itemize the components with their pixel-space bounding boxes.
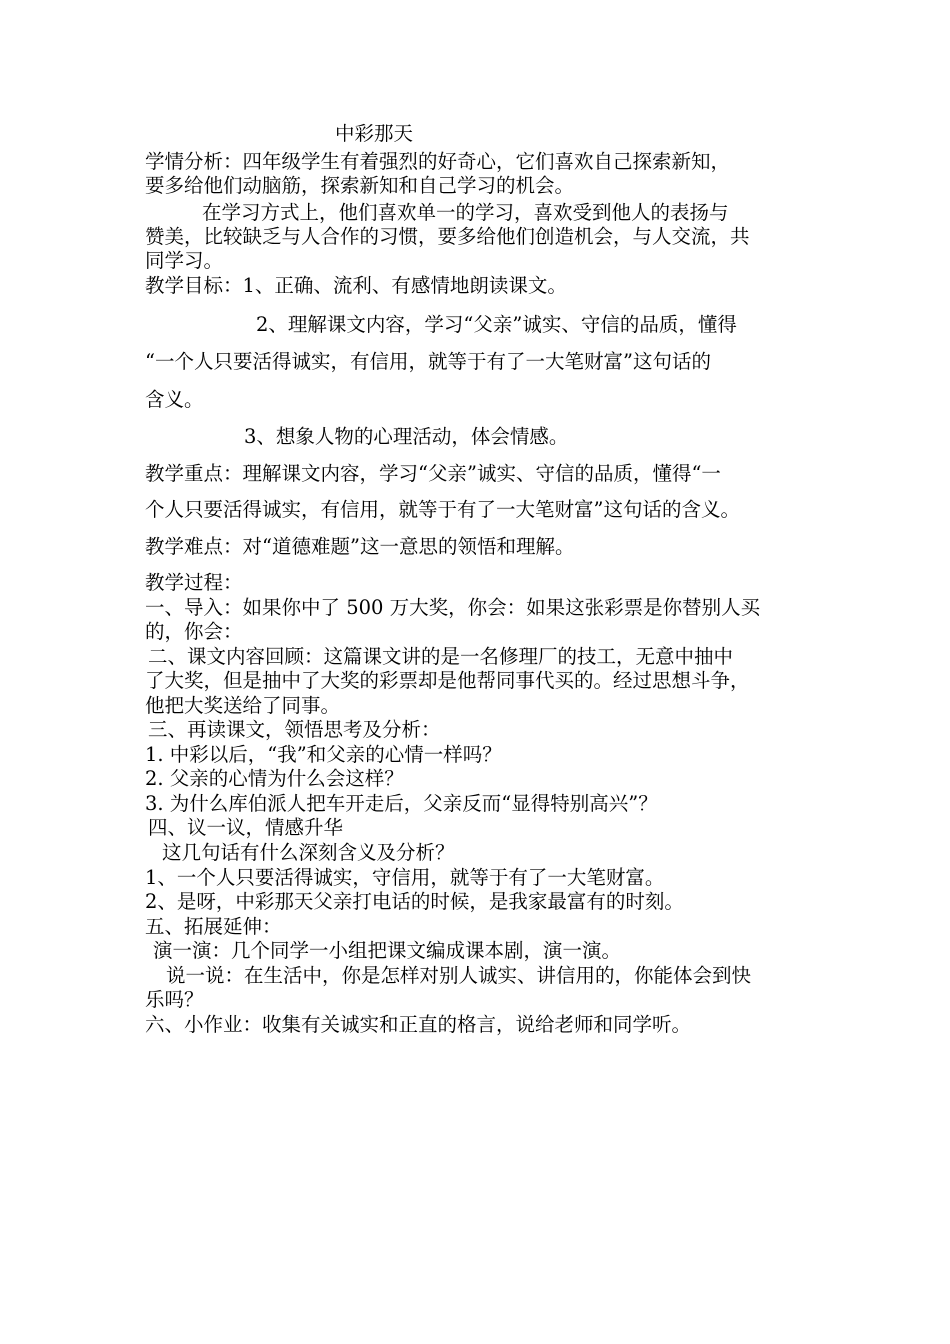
text-line: 一、导入：如果你中了 500 万大奖，你会：如果这张彩票是你替别人买 bbox=[145, 596, 761, 619]
text-line: 这几句话有什么深刻含义及分析？ bbox=[162, 841, 455, 864]
text-line: 教学过程： bbox=[145, 571, 243, 594]
text-line: 在学习方式上，他们喜欢单一的学习，喜欢受到他人的表扬与 bbox=[202, 201, 729, 224]
text-line: 他把大奖送给了同事。 bbox=[145, 694, 341, 717]
text-line: 同学习。 bbox=[145, 249, 224, 272]
text-line: 赞美，比较缺乏与人合作的习惯，要多给他们创造机会，与人交流，共 bbox=[145, 225, 750, 248]
text-line: 学情分析：四年级学生有着强烈的好奇心，它们喜欢自己探索新知， bbox=[145, 150, 731, 173]
text-line: 1. 中彩以后，“我”和父亲的心情一样吗？ bbox=[145, 743, 502, 766]
text-line: 3. 为什么库伯派人把车开走后，父亲反而“显得特别高兴”？ bbox=[145, 792, 658, 815]
document-title: 中彩那天 bbox=[335, 122, 414, 145]
text-line: 了大奖，但是抽中了大奖的彩票却是他帮同事代买的。经过思想斗争， bbox=[145, 669, 750, 692]
text-line: 2. 父亲的心情为什么会这样？ bbox=[145, 767, 404, 790]
text-line: 的，你会： bbox=[145, 620, 243, 643]
text-line: 五、拓展延伸： bbox=[145, 915, 282, 938]
text-line: 六、小作业：收集有关诚实和正直的格言，说给老师和同学听。 bbox=[145, 1013, 692, 1036]
text-line: 教学目标：1、正确、流利、有感情地朗读课文。 bbox=[145, 274, 567, 297]
text-line: 含义。 bbox=[145, 388, 204, 411]
text-line: 个人只要活得诚实，有信用，就等于有了一大笔财富”这句话的含义。 bbox=[145, 498, 740, 521]
text-line: 演一演：几个同学一小组把课文编成课本剧，演一演。 bbox=[153, 939, 622, 962]
text-line: 2、是呀，中彩那天父亲打电话的时候，是我家最富有的时刻。 bbox=[145, 890, 684, 913]
text-line: 说一说：在生活中，你是怎样对别人诚实、讲信用的，你能体会到快 bbox=[166, 964, 752, 987]
text-line: “一个人只要活得诚实，有信用，就等于有了一大笔财富”这句话的 bbox=[145, 350, 711, 373]
text-line: 乐吗？ bbox=[145, 988, 204, 1011]
text-line: 1、一个人只要活得诚实，守信用，就等于有了一大笔财富。 bbox=[145, 866, 665, 889]
text-line: 要多给他们动脑筋，探索新知和自己学习的机会。 bbox=[145, 174, 575, 197]
text-line: 教学重点：理解课文内容，学习“父亲”诚实、守信的品质，懂得“一 bbox=[145, 462, 721, 485]
text-line: 四、议一议，情感升华 bbox=[148, 816, 344, 839]
text-line: 教学难点：对“道德难题”这一意思的领悟和理解。 bbox=[145, 535, 575, 558]
text-line: 2、理解课文内容，学习“父亲”诚实、守信的品质，懂得 bbox=[256, 313, 737, 336]
text-line: 3、想象人物的心理活动，体会情感。 bbox=[244, 425, 569, 448]
text-line: 三、再读课文，领悟思考及分析： bbox=[148, 718, 441, 741]
text-line: 二、课文内容回顾：这篇课文讲的是一名修理厂的技工，无意中抽中 bbox=[148, 645, 734, 668]
